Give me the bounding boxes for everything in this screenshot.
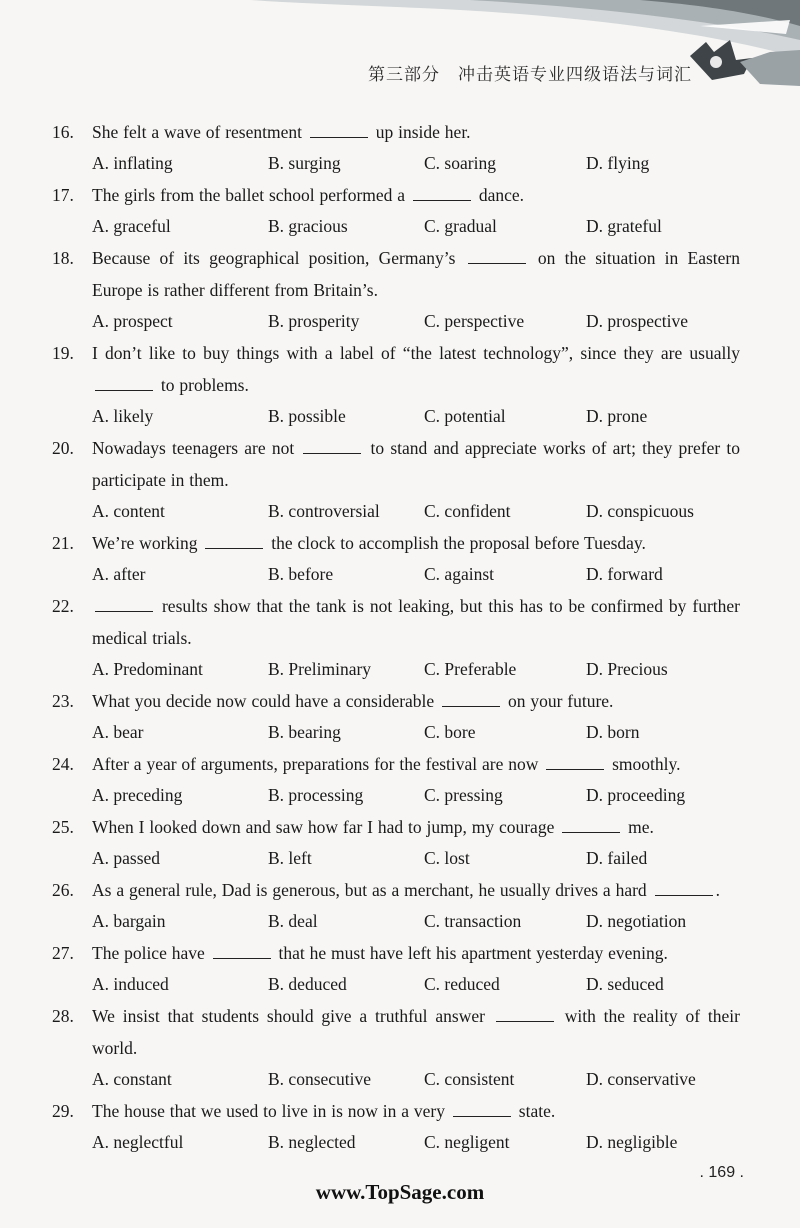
- question-number: 29.: [52, 1101, 74, 1121]
- question-number: 22.: [52, 596, 74, 616]
- question-number: 19.: [52, 343, 74, 363]
- stem-text-after: me.: [623, 817, 654, 837]
- question-item: [0, 527, 800, 590]
- stem-text-before: When I looked down and saw how far I had to jump, my courage: [92, 817, 560, 837]
- stem-text-before: As a general rule, Dad is generous, but as a merchant, he usually drives a hard: [92, 880, 652, 900]
- question-number: 23.: [52, 691, 74, 711]
- stem-text-before: What you decide now could have a considerable: [92, 691, 440, 711]
- question-number: 17.: [52, 185, 74, 205]
- options-row: [0, 717, 800, 748]
- options-row: [0, 1127, 800, 1158]
- question-stem: [92, 685, 740, 717]
- option-a: A. likely: [92, 406, 154, 426]
- stem-text-after: on your future.: [503, 691, 614, 711]
- stem-text-before: Because of its geographical position, Germany’s: [92, 248, 465, 268]
- question-stem: [92, 874, 740, 906]
- option-b: B. bearing: [268, 722, 341, 742]
- option-a: A. bear: [92, 722, 144, 742]
- option-a: A. preceding: [92, 785, 183, 805]
- answer-blank: [413, 185, 471, 201]
- option-b: B. prosperity: [268, 311, 360, 331]
- option-b: B. neglected: [268, 1132, 356, 1152]
- option-d: D. flying: [586, 153, 650, 173]
- options-row: [0, 780, 800, 811]
- option-c: C. negligent: [424, 1132, 510, 1152]
- question-number: 26.: [52, 880, 74, 900]
- stem-text-after: state.: [513, 1101, 556, 1121]
- option-c: C. confident: [424, 501, 511, 521]
- options-row: [0, 496, 800, 527]
- answer-blank: [95, 375, 153, 391]
- option-b: B. gracious: [268, 216, 348, 236]
- answer-blank: [205, 533, 263, 549]
- option-a: A. graceful: [92, 216, 171, 236]
- option-b: B. possible: [268, 406, 346, 426]
- question-item: [0, 874, 800, 937]
- question-number: 25.: [52, 817, 74, 837]
- answer-blank: [546, 754, 604, 770]
- option-b: B. surging: [268, 153, 341, 173]
- option-a: A. content: [92, 501, 165, 521]
- question-item: [0, 685, 800, 748]
- options-row: [0, 211, 800, 242]
- option-a: A. inflating: [92, 153, 173, 173]
- option-a: A. prospect: [92, 311, 173, 331]
- option-b: B. left: [268, 848, 312, 868]
- stem-text-before: We’re working: [92, 533, 203, 553]
- question-item: [0, 116, 800, 179]
- options-row: [0, 843, 800, 874]
- options-row: [0, 559, 800, 590]
- answer-blank: [562, 817, 620, 833]
- footer-url: www.TopSage.com: [315, 1180, 485, 1204]
- options-row: [0, 969, 800, 1000]
- option-a: A. bargain: [92, 911, 166, 931]
- stem-text-before: I don’t like to buy things with a label of “the latest technology”, since they are usually: [92, 343, 740, 363]
- option-a: A. Predominant: [92, 659, 203, 679]
- answer-blank: [213, 943, 271, 959]
- answer-blank: [496, 1006, 554, 1022]
- option-c: C. Preferable: [424, 659, 517, 679]
- answer-blank: [303, 438, 361, 454]
- stem-text-before: The house that we used to live in is now in a very: [92, 1101, 450, 1121]
- header-band: [0, 0, 800, 100]
- option-d: D. failed: [586, 848, 648, 868]
- answer-blank: [453, 1101, 511, 1117]
- question-item: [0, 1000, 800, 1095]
- question-item: [0, 242, 800, 337]
- question-item: [0, 1095, 800, 1158]
- option-d: D. negligible: [586, 1132, 678, 1152]
- option-d: D. grateful: [586, 216, 662, 236]
- options-row: [0, 906, 800, 937]
- option-d: D. proceeding: [586, 785, 686, 805]
- question-item: [0, 811, 800, 874]
- question-item: [0, 590, 800, 685]
- option-c: C. consistent: [424, 1069, 515, 1089]
- question-number: 28.: [52, 1006, 74, 1026]
- answer-blank: [442, 691, 500, 707]
- stem-text-after: results show that the tank is not leaking, but this has to be confirmed by further medical trials.: [92, 596, 740, 648]
- stem-text-after: that he must have left his apartment yesterday evening.: [273, 943, 668, 963]
- header-swoosh-graphic: [0, 0, 800, 100]
- page-number: . 169 .: [699, 1164, 744, 1181]
- option-d: D. seduced: [586, 974, 664, 994]
- stem-text-after: the clock to accomplish the proposal before Tuesday.: [266, 533, 646, 553]
- option-d: D. Precious: [586, 659, 668, 679]
- stem-text-before: After a year of arguments, preparations for the festival are now: [92, 754, 544, 774]
- option-d: D. prone: [586, 406, 648, 426]
- question-stem: [92, 242, 740, 306]
- question-item: [0, 179, 800, 242]
- question-stem: [92, 527, 740, 559]
- option-b: B. processing: [268, 785, 364, 805]
- question-number: 20.: [52, 438, 74, 458]
- stem-text-after: to stand and appreciate works of art; they prefer to participate in them.: [92, 438, 741, 490]
- stem-text-before: The girls from the ballet school performed a: [92, 185, 410, 205]
- option-c: C. transaction: [424, 911, 522, 931]
- option-c: C. bore: [424, 722, 476, 742]
- question-stem: [92, 432, 740, 496]
- stem-text-after: up inside her.: [370, 122, 471, 142]
- stem-text-after: .: [715, 880, 720, 900]
- options-row: [0, 654, 800, 685]
- question-stem: [92, 116, 740, 148]
- question-item: [0, 432, 800, 527]
- question-stem: [92, 811, 740, 843]
- option-a: A. induced: [92, 974, 169, 994]
- question-stem: [92, 748, 740, 780]
- option-c: C. potential: [424, 406, 506, 426]
- section-title: 第三部分 冲击英语专业四级语法与词汇: [368, 65, 692, 85]
- option-a: A. passed: [92, 848, 161, 868]
- question-stem: [92, 937, 740, 969]
- question-number: 18.: [52, 248, 74, 268]
- question-number: 27.: [52, 943, 74, 963]
- question-number: 24.: [52, 754, 74, 774]
- options-row: [0, 148, 800, 179]
- option-d: D. born: [586, 722, 640, 742]
- option-d: D. forward: [586, 564, 663, 584]
- option-a: A. after: [92, 564, 146, 584]
- question-number: 21.: [52, 533, 74, 553]
- option-c: C. pressing: [424, 785, 503, 805]
- question-item: [0, 748, 800, 811]
- question-number: 16.: [52, 122, 74, 142]
- stem-text-after: with the reality of their world.: [92, 1006, 740, 1058]
- question-stem: [92, 1000, 740, 1064]
- option-d: D. conservative: [586, 1069, 696, 1089]
- option-a: A. neglectful: [92, 1132, 184, 1152]
- question-stem: [92, 337, 740, 401]
- stem-text-before: Nowadays teenagers are not: [92, 438, 301, 458]
- option-d: D. negotiation: [586, 911, 687, 931]
- stem-text-after: to problems.: [156, 375, 249, 395]
- option-c: C. lost: [424, 848, 470, 868]
- stem-text-before: The police have: [92, 943, 210, 963]
- stem-text-after: smoothly.: [607, 754, 681, 774]
- option-c: C. reduced: [424, 974, 500, 994]
- option-d: D. prospective: [586, 311, 689, 331]
- option-b: B. deal: [268, 911, 318, 931]
- question-stem: [92, 590, 740, 654]
- option-b: B. controversial: [268, 501, 380, 521]
- stem-text-after: on the situation in Eastern Europe is rather different from Britain’s.: [92, 248, 740, 300]
- question-stem: [92, 179, 740, 211]
- options-row: [0, 306, 800, 337]
- option-c: C. soaring: [424, 153, 496, 173]
- option-a: A. constant: [92, 1069, 172, 1089]
- option-b: B. consecutive: [268, 1069, 372, 1089]
- option-b: B. deduced: [268, 974, 347, 994]
- stem-text-before: We insist that students should give a truthful answer: [92, 1006, 493, 1026]
- question-item: [0, 337, 800, 432]
- option-c: C. against: [424, 564, 494, 584]
- stem-text-after: dance.: [473, 185, 524, 205]
- option-d: D. conspicuous: [586, 501, 694, 521]
- option-c: C. perspective: [424, 311, 525, 331]
- answer-blank: [95, 596, 153, 612]
- answer-blank: [310, 122, 368, 138]
- option-c: C. gradual: [424, 216, 497, 236]
- question-item: [0, 937, 800, 1000]
- option-b: B. Preliminary: [268, 659, 372, 679]
- options-row: [0, 1064, 800, 1095]
- question-stem: [92, 1095, 740, 1127]
- answer-blank: [468, 248, 526, 264]
- answer-blank: [655, 880, 713, 896]
- option-b: B. before: [268, 564, 334, 584]
- stem-text-before: She felt a wave of resentment: [92, 122, 307, 142]
- options-row: [0, 401, 800, 432]
- question-list: [0, 116, 800, 1158]
